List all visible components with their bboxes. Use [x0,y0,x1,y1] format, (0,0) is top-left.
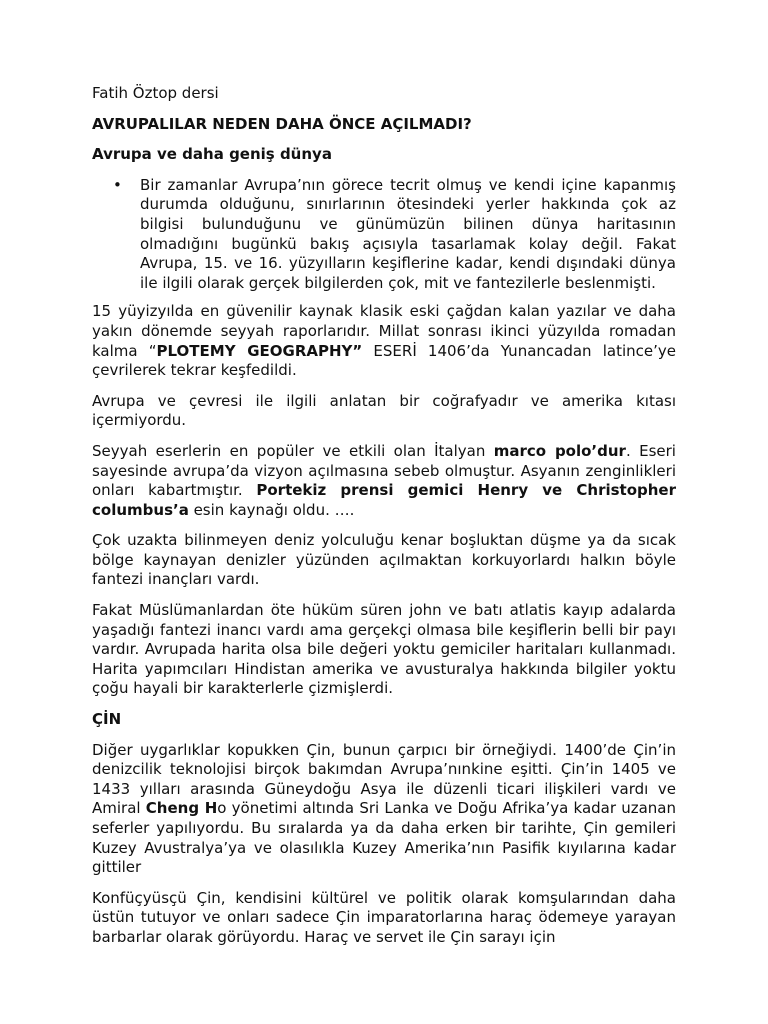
paragraph-geography [92,302,676,380]
emphasis-text: Portekiz prensi gemici Henry ve Christopher columbus’a [92,481,676,519]
paragraph-text: esin kaynağı oldu. …. [188,500,355,519]
paragraph-fears: Çok uzakta bilinmeyen deniz yolculuğu kenar boşluktan düşme ya da sıcak bölge kaynayan denizler yüzünden açılmaktan korkuyorlardı halkın böyle fantezi inançları vardı. [92,531,676,589]
paragraph-marco-polo [92,442,676,520]
bullet-text: Bir zamanlar Avrupa’nın görece tecrit olmuş ve kendi içine kapanmış durumda olduğunu, sınırlarının ötesindeki yerler hakkında çok az bilgisi bulunduğunu ve günümüzün bilinen dünya haritasının olmadığını bugünkü bakış açısıyla tasarlamak kolay değil. Fakat Avrupa, 15. ve 16. yüzyılların keşiflerine kadar, kendi dışındaki dünya ile ilgili olarak gerçek bilgilerden çok, mit ve fantezilerle beslenmişti. [140,175,676,292]
paragraph-text: o yönetimi altında Sri Lanka ve Doğu Afrika’ya kadar uzanan seferler yapılıyordu. Bu sıralarda ya da daha erken bir tarihte, Çin gemileri Kuzey Avustralya’ya ve olasılıkla Kuzey Amerika’nın Pasifik kıyılarına kadar gittiler [92,799,676,877]
paragraph-text: . Eseri sayesinde avrupa’da vizyon açılmasına sebeb olmuştur. Asyanın zenginlikleri onları kabartmıştır. [92,441,676,500]
paragraph-america: Avrupa ve çevresi ile ilgili anlatan bir coğrafyadır ve amerika kıtası içermiyordu. [92,391,676,430]
emphasis-text: marco polo’dur [493,441,626,460]
paragraph-text: ESERİ 1406’da Yunancadan latince’ye çevrilerek tekrar keşfedildi. [92,341,676,380]
paragraph-text: Seyyah eserlerin en popüler ve etkili olan İtalyan [92,441,494,460]
bullet-icon: • [113,175,122,194]
document-title: AVRUPALILAR NEDEN DAHA ÖNCE AÇILMADI? [92,114,472,133]
paragraph-text: Diğer uygarlıklar kopukken Çin, bunun çarpıcı bir örneğiydi. 1400’de Çin’in denizcilik teknolojisi birçok bakımdan Avrupa’nınkine eşitti. Çin’in 1405 ve 1433 yılları arasında Güneydoğu Asya ile düzenli ticari ilişkileri vardı ve Amiral [92,740,676,818]
paragraph-text: 15 yüyizyılda en güvenilir kaynak klasik eski çağdan kalan yazılar ve daha yakın dönemde seyyah raporlarıdır. Millat sonrası ikinci yüzyılda romadan kalma “ [92,302,676,360]
paragraph-china-navy [92,741,676,878]
document-body [92,84,676,948]
paragraph-maps: Fakat Müslümanlardan öte hüküm süren john ve batı atlatis kayıp adalarda yaşadığı fantezi inancı vardı ama gerçekçi olmasa bile keşiflerin belli bir payı vardır. Avrupada harita olsa bile değeri yoktu gemiciler haritaları kullanmadı. Harita yapımcıları Hindistan amerika ve avusturalya hakkında bilgiler yoktu çoğu hayali bir karakterlerle çizmişlerdi. [92,601,676,698]
paragraph-confucian: Konfüçyüsçü Çin, kendisini kültürel ve politik olarak komşularından daha üstün tutuyor ve onları sadece Çin imparatorlarına haraç ödemeye yarayan barbarlar olarak görüyordu. Haraç ve servet ile Çin sarayı için [92,888,676,946]
author-line: Fatih Öztop dersi [92,84,219,102]
section-heading-europe: Avrupa ve daha geniş dünya [92,145,332,164]
emphasis-text: PLOTEMY GEOGRAPHY” [156,341,363,360]
section-heading-china: ÇİN [92,710,122,729]
emphasis-text: Cheng H [145,799,218,818]
bullet-list-item [92,176,676,294]
